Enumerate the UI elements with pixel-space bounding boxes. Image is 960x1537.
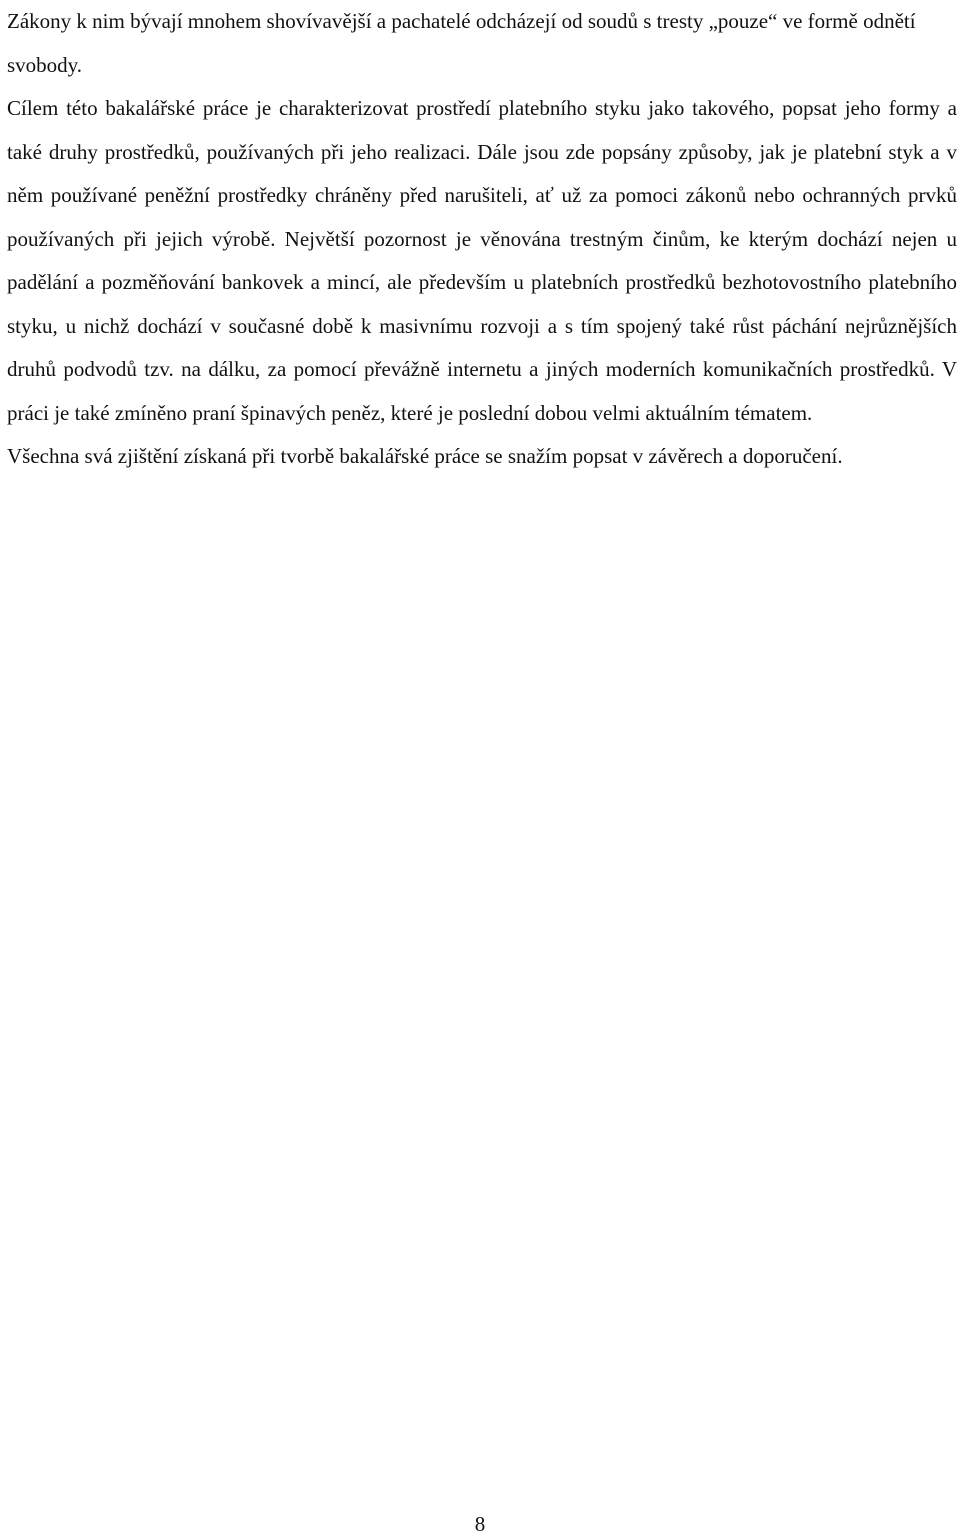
body-text (7, 0, 957, 479)
paragraph-conclusion: Všechna svá zjištění získaná při tvorbě bakalářské práce se snažím popsat v závěrech a doporučení. (7, 444, 843, 468)
page-number: 8 (474, 1512, 486, 1536)
paragraph-intro: Zákony k nim bývají mnohem shovívavější a pachatelé odcházejí od soudů s tresty „pouze“ ve formě odnětí svobody. (7, 9, 916, 77)
paragraph-aim: Cílem této bakalářské práce je charakterizovat prostředí platebního styku jako takového, popsat jeho formy a také druhy prostředků, používaných při jeho realizaci. Dále jsou zde popsány způsoby, jak je platební styk a v něm používané peněžní prostředky chráněny před narušiteli, ať už za pomoci zákonů nebo ochranných prvků používaných při jejich výrobě. Největší pozornost je věnována trestným činům, ke kterým dochází nejen u padělání a pozměňování bankovek a mincí, ale především u platebních prostředků bezhotovostního platebního styku, u nichž dochází v současné době k masivnímu rozvoji a s tím spojený také růst páchání nejrůznějších druhů podvodů tzv. na dálku, za pomocí převážně internetu a jiných moderních komunikačních prostředků. V práci je také zmíněno praní špinavých peněz, které je poslední dobou velmi aktuálním tématem. (7, 96, 957, 425)
